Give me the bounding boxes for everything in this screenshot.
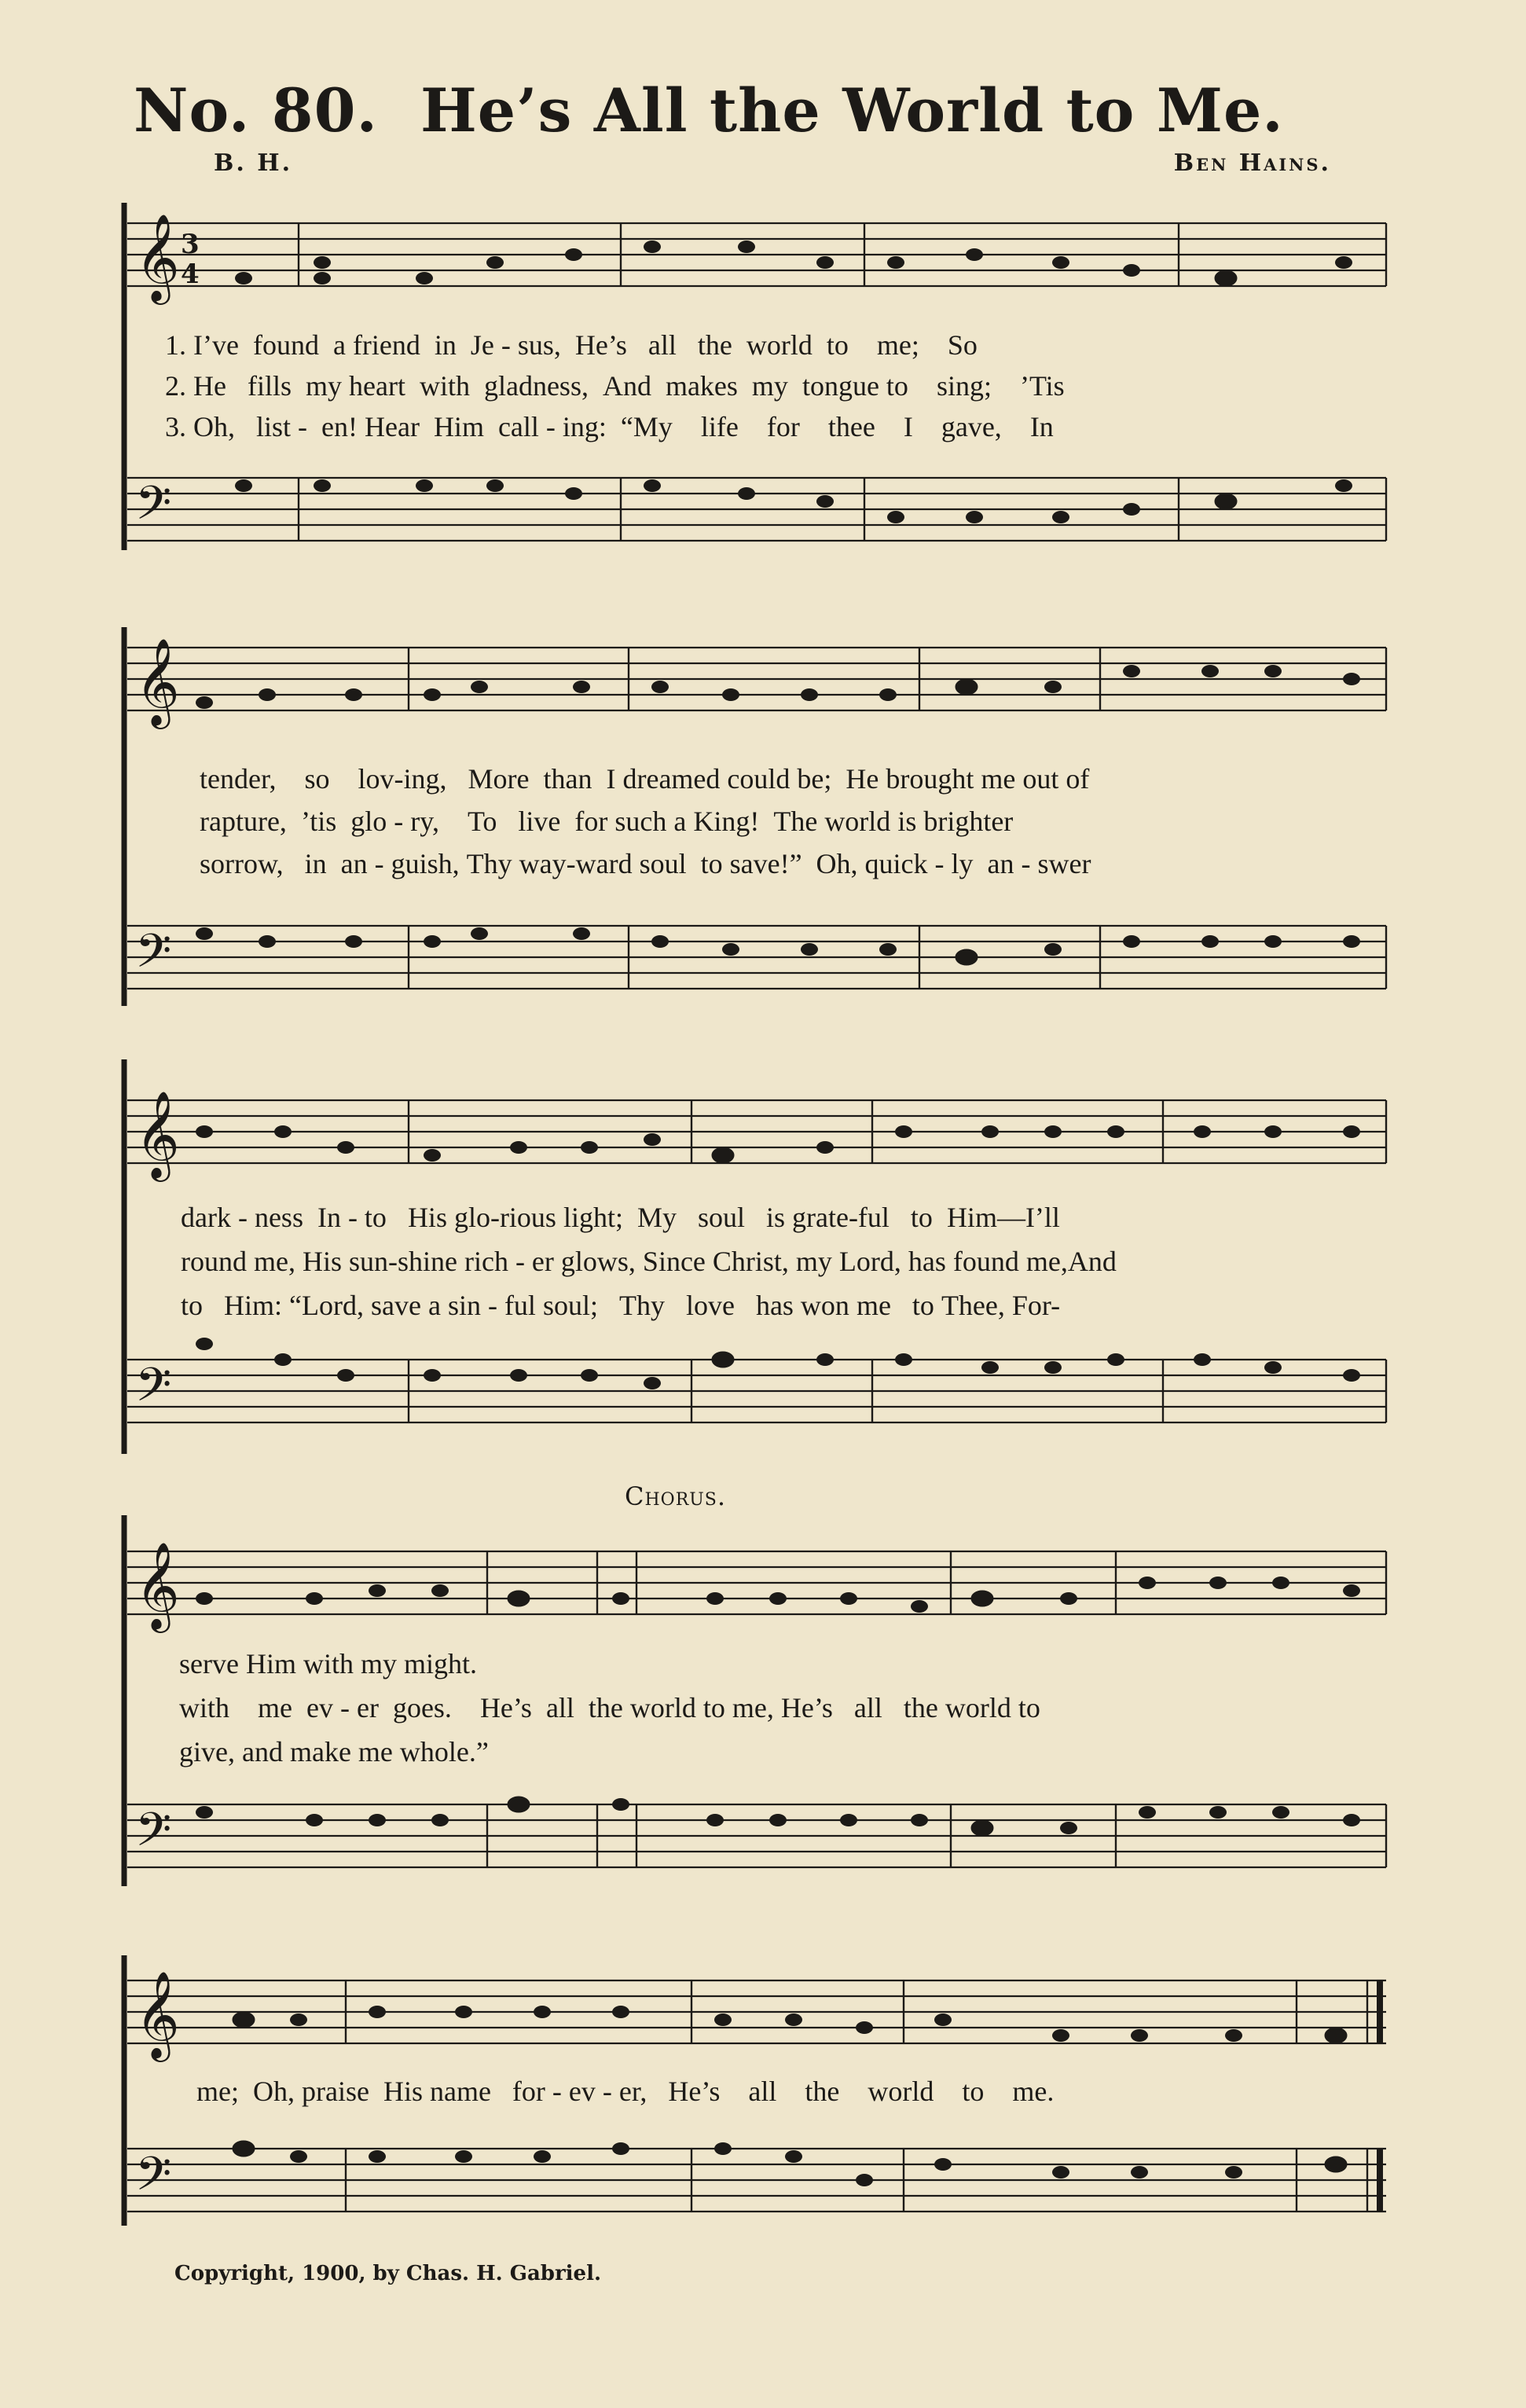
treble-clef-icon: 𝄞 [135, 1541, 180, 1629]
chorus-label: Chorus. [625, 1481, 727, 1511]
treble-staff [127, 1551, 1386, 1614]
bass-notes [235, 479, 1352, 523]
lyric-line: tender, so lov-ing, More than I dreamed could be; He brought me out of [200, 763, 1090, 795]
treble-staff [127, 1980, 1386, 2043]
music-system-5 [118, 1941, 1391, 2240]
lyric-line: 2. He fills my heart with gladness, And makes my tongue to sing; ’Tis [165, 370, 1065, 402]
lyric-line: sorrow, in an - guish, Thy way-ward soul to save!” Oh, quick - ly an - swer [200, 848, 1091, 879]
bass-notes [196, 1338, 1360, 1389]
verse-lines-4 [118, 1647, 1391, 1773]
treble-staff [127, 648, 1386, 710]
bass-staff [127, 2149, 1386, 2212]
time-signature: 3 [181, 229, 200, 260]
bass-clef-icon: 𝄢 [135, 475, 172, 541]
bass-staff [127, 926, 1386, 989]
lyric-line: serve Him with my might. [179, 1648, 477, 1679]
hymn-title: He’s All the World to Me. [420, 75, 1284, 145]
treble-clef-icon: 𝄞 [135, 637, 180, 725]
treble-clef-icon: 𝄞 [135, 213, 180, 301]
verse-lines-3 [118, 1201, 1391, 1327]
treble-clef-icon: 𝄞 [135, 1090, 180, 1178]
bass-clef-icon: 𝄢 [135, 1357, 172, 1423]
bass-staff [127, 1804, 1386, 1867]
time-signature: 4 [181, 259, 200, 290]
lyric-line: rapture, ’tis glo - ry, To live for such a King! The world is brighter [200, 806, 1014, 837]
lyric-line: give, and make me whole.” [179, 1736, 489, 1767]
hymn-number: No. 80. [134, 75, 378, 145]
verse-lines-2 [118, 762, 1391, 888]
lyric-line: to Him: “Lord, save a sin - ful soul; Thy love has won me to Thee, For- [181, 1290, 1061, 1321]
lyric-line: 3. Oh, list - en! Hear Him call - ing: “My life for thee I gave, In [165, 411, 1054, 442]
lyric-line: round me, His sun-shine rich - er glows, Since Christ, my Lord, has found me,And [181, 1246, 1117, 1277]
treble-notes [196, 665, 1360, 709]
lyric-line: dark - ness In - to His glo-rious light; My soul is grate-ful to Him—I’ll [181, 1202, 1060, 1233]
music-system-4 [118, 1501, 1391, 1910]
treble-clef-icon: 𝄞 [135, 1970, 180, 2058]
lyric-line: me; Oh, praise His name for - ev - er, He’s all the world to me. [196, 2076, 1055, 2107]
music-system-2 [118, 613, 1391, 1022]
music-system-3 [118, 1045, 1391, 1470]
copyright-notice: Copyright, 1900, by Chas. H. Gabriel. [174, 2262, 602, 2285]
lyric-line: 1. I’ve found a friend in Je - sus, He’s all the world to me; So [165, 329, 978, 361]
bass-clef-icon: 𝄢 [135, 2146, 172, 2212]
composer-credit: Ben Hains. [1173, 149, 1331, 177]
bass-notes [196, 927, 1360, 964]
verse-lines-5 [118, 2075, 1391, 2119]
bass-clef-icon: 𝄢 [135, 923, 172, 989]
bass-staff [127, 1360, 1386, 1422]
bass-notes [196, 1797, 1360, 1835]
lyricist-credit: B. H. [214, 149, 293, 177]
music-system-1 [118, 189, 1391, 566]
verse-lines-1 [118, 329, 1391, 446]
bass-clef-icon: 𝄢 [135, 1802, 172, 1868]
lyric-line: with me ev - er goes. He’s all the world to me, He’s all the world to [179, 1692, 1040, 1723]
treble-notes [235, 240, 1352, 285]
